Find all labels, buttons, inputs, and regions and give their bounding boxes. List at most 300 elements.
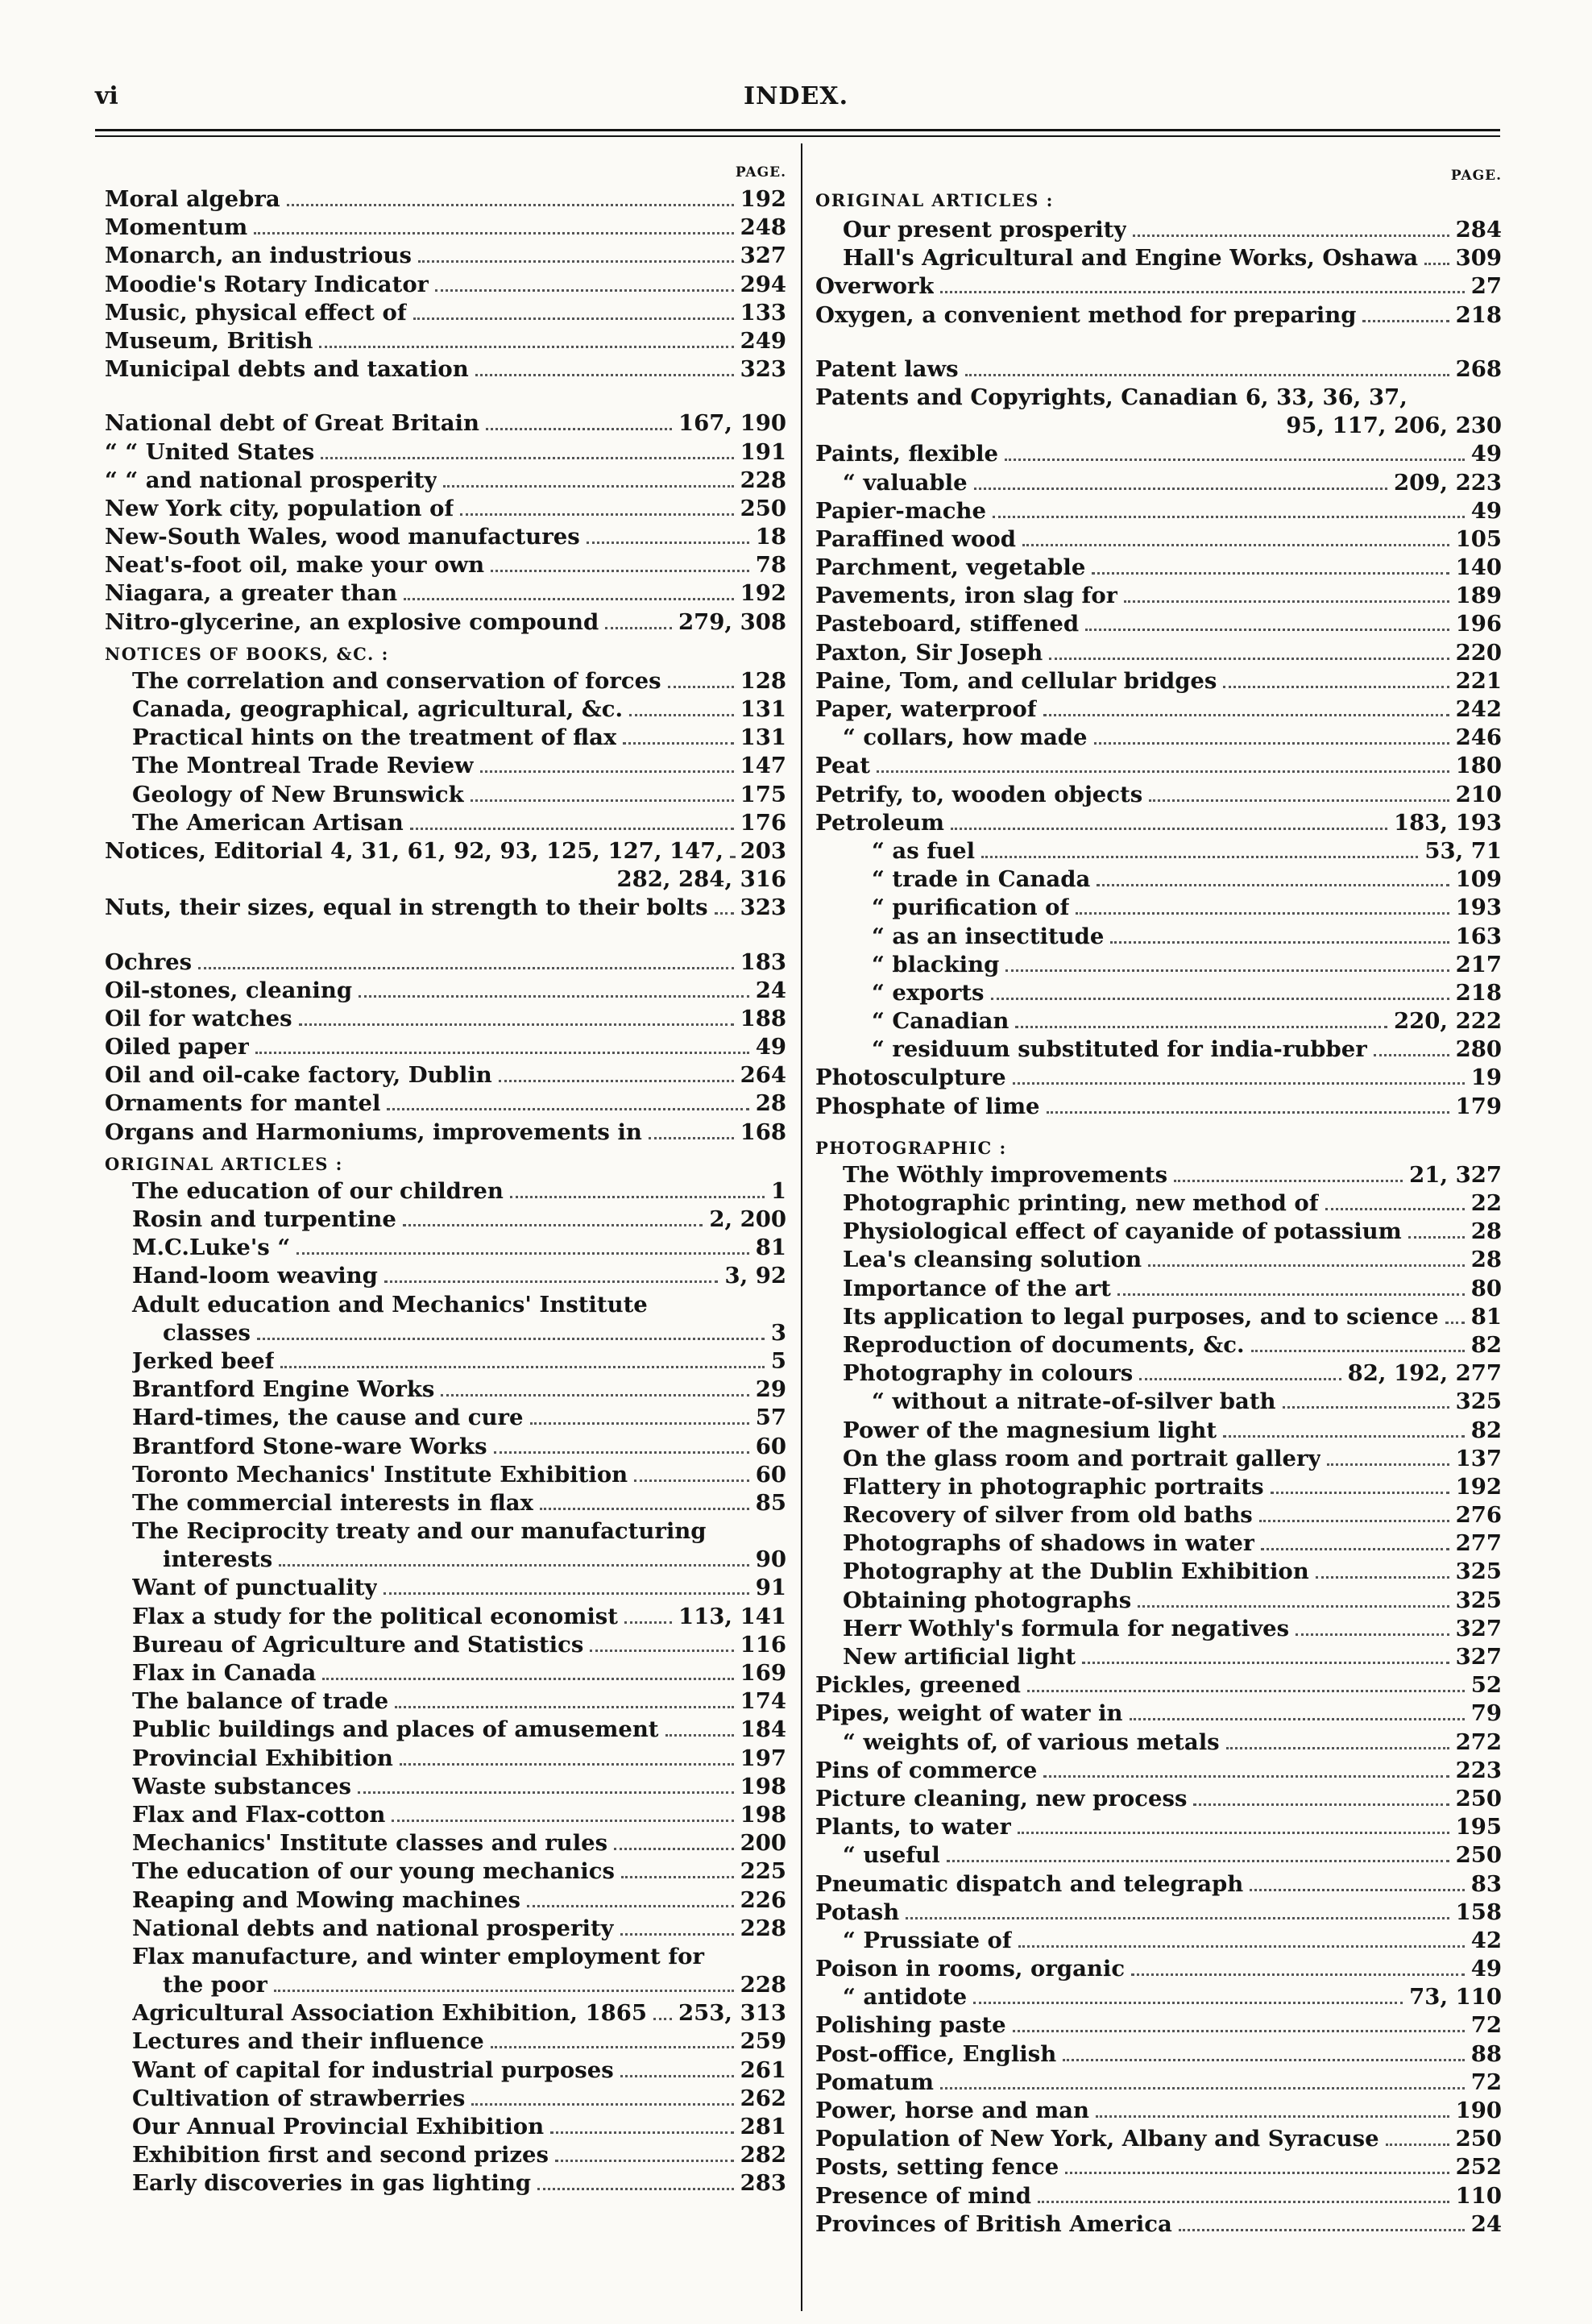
- dot-leader: [413, 317, 734, 320]
- dot-leader: [480, 770, 734, 773]
- entry-page: 147: [740, 753, 786, 779]
- entry-text: “ as fuel: [872, 837, 976, 864]
- spacer: [815, 330, 1502, 355]
- index-entry: [815, 2097, 1502, 2125]
- entry-text: The Wöthly improvements: [843, 1161, 1168, 1188]
- dot-leader: [1130, 1718, 1465, 1720]
- index-entry: [105, 752, 786, 780]
- index-entry: [815, 837, 1502, 865]
- dot-leader: [1271, 1492, 1449, 1494]
- entry-page: 283: [740, 2170, 786, 2197]
- entry-text: “ Prussiate of: [843, 1927, 1012, 1953]
- dot-leader: [1049, 658, 1449, 660]
- dot-leader: [1018, 1832, 1449, 1834]
- dot-leader: [940, 291, 1464, 293]
- entry-text: Agricultural Association Exhibition, 1865: [132, 2000, 648, 2027]
- entry-page: 272: [1455, 1728, 1502, 1755]
- dot-leader: [1082, 1662, 1449, 1664]
- dot-leader: [358, 1791, 734, 1794]
- entry-page: 91: [755, 1575, 786, 1601]
- entry-text: Flax in Canada: [132, 1660, 317, 1686]
- index-entry: [815, 1983, 1502, 2011]
- entry-page: 3, 92: [724, 1263, 786, 1289]
- dot-leader: [965, 374, 1449, 376]
- entry-page: 131: [740, 696, 786, 722]
- dot-leader: [540, 1508, 749, 1510]
- dot-leader: [1022, 544, 1449, 546]
- entry-text: Importance of the art: [843, 1275, 1111, 1301]
- entry-page: 280: [1455, 1036, 1502, 1063]
- entry-text: Plants, to water: [815, 1814, 1012, 1841]
- index-entry: [815, 752, 1502, 780]
- entry-text: Photosculpture: [815, 1064, 1006, 1091]
- index-entry: [105, 2056, 786, 2085]
- index-entry: [815, 1699, 1502, 1728]
- dot-leader: [1094, 742, 1449, 745]
- entry-page: 22: [1470, 1190, 1502, 1216]
- entry-page: 1: [770, 1177, 786, 1204]
- entry-text: Reaping and Mowing machines: [132, 1886, 521, 1913]
- index-entry: [815, 951, 1502, 979]
- index-entry: [815, 1927, 1502, 1955]
- index-entry: [815, 525, 1502, 554]
- dot-leader: [392, 1820, 733, 1822]
- entry-text: “ exports: [872, 979, 985, 1006]
- entry-text: Its application to legal purposes, and to science: [843, 1303, 1439, 1330]
- entry-page: 191: [740, 438, 786, 465]
- dot-leader: [1063, 2059, 1465, 2061]
- entry-text: Rosin and turpentine: [132, 1206, 396, 1232]
- index-entry: [105, 1177, 786, 1206]
- entry-page: 131: [740, 724, 786, 751]
- entry-first-line: Adult education and Mechanics' Institute: [132, 1291, 648, 1318]
- index-entry: [105, 1319, 786, 1347]
- dot-leader: [614, 1848, 733, 1850]
- entry-page: 82, 192, 277: [1347, 1360, 1502, 1387]
- index-entry: [105, 579, 786, 608]
- entry-page: 81: [1470, 1303, 1502, 1330]
- dot-leader: [1223, 1435, 1465, 1438]
- dot-leader: [1047, 1111, 1449, 1114]
- entry-page: 193: [1455, 894, 1502, 921]
- index-entry: [105, 1033, 786, 1061]
- entry-continuation: 282, 284, 316: [616, 866, 786, 893]
- entry-text: Recovery of silver from old baths: [843, 1502, 1253, 1529]
- index-entry: [105, 495, 786, 523]
- index-entry: [815, 1445, 1502, 1473]
- entry-first-line: The Reciprocity treaty and our manufacturing: [132, 1518, 707, 1545]
- dot-leader: [395, 1706, 733, 1708]
- column-divider: [801, 143, 802, 2311]
- entry-page: 52: [1470, 1672, 1502, 1699]
- dot-leader: [730, 856, 734, 858]
- dot-leader: [287, 204, 734, 206]
- dot-leader: [1043, 714, 1449, 716]
- entry-text: classes: [163, 1319, 251, 1346]
- dot-leader: [1148, 1264, 1465, 1267]
- dot-leader: [906, 1917, 1449, 1919]
- dot-leader: [1250, 1889, 1464, 1891]
- index-entry: [105, 1089, 786, 1118]
- entry-text: Moral algebra: [105, 186, 280, 212]
- index-entry: [105, 948, 786, 977]
- index-entry: [105, 1433, 786, 1461]
- index-entry: [105, 1773, 786, 1801]
- entry-page: 158: [1455, 1899, 1502, 1925]
- page-column-label: PAGE.: [1450, 168, 1502, 184]
- entry-text: Paints, flexible: [815, 441, 999, 467]
- entry-text: Polishing paste: [815, 2012, 1006, 2039]
- entry-page: 327: [1455, 1615, 1502, 1641]
- entry-page: 228: [740, 467, 786, 493]
- entry-page: 78: [755, 552, 786, 579]
- entry-text: Bureau of Agriculture and Statistics: [132, 1631, 584, 1658]
- dot-leader: [257, 1338, 765, 1340]
- entry-page: 323: [740, 356, 786, 383]
- index-entry: [105, 327, 786, 355]
- entry-page: 277: [1455, 1530, 1502, 1557]
- entry-text: On the glass room and portrait gallery: [843, 1445, 1321, 1471]
- entry-text: Paraffined wood: [815, 525, 1016, 552]
- dot-leader: [1043, 1775, 1449, 1778]
- entry-page: 28: [755, 1090, 786, 1117]
- dot-leader: [280, 1366, 764, 1368]
- entry-text: “ “ United States: [105, 438, 315, 465]
- index-entry: [105, 608, 786, 637]
- dot-leader: [321, 457, 733, 459]
- entry-page: 250: [1455, 2126, 1502, 2152]
- dot-leader: [1076, 912, 1449, 915]
- dot-leader: [491, 570, 749, 572]
- index-entry: [105, 1546, 786, 1574]
- entry-page: 282: [740, 2142, 786, 2168]
- entry-first-line: Patents and Copyrights, Canadian 6, 33, 36, 37,: [815, 384, 1408, 410]
- entry-page: 88: [1470, 2040, 1502, 2067]
- entry-page: 218: [1455, 979, 1502, 1006]
- entry-text: Photography at the Dublin Exhibition: [843, 1558, 1309, 1585]
- entry-page: 294: [740, 271, 786, 297]
- index-entry: [105, 809, 786, 837]
- entry-page: 133: [740, 299, 786, 326]
- dot-leader: [537, 2188, 734, 2190]
- index-entry: [815, 1035, 1502, 1064]
- index-entry: [105, 214, 786, 242]
- entry-page: 176: [740, 809, 786, 836]
- dot-leader: [1174, 1180, 1403, 1182]
- entry-page: 284: [1455, 217, 1502, 243]
- dot-leader: [1139, 1378, 1341, 1380]
- entry-text: New artificial light: [843, 1644, 1076, 1670]
- index-entry: [105, 2169, 786, 2197]
- index-entry: [815, 582, 1502, 610]
- dot-leader: [1386, 2143, 1449, 2146]
- index-entry: [105, 409, 786, 438]
- index-entry: [105, 781, 786, 809]
- entry-page: 248: [740, 214, 786, 241]
- section-heading-original-articles: ORIGINAL ARTICLES :: [815, 190, 1054, 210]
- dot-leader: [527, 1905, 734, 1907]
- entry-text: Physiological effect of cayanide of potassium: [843, 1218, 1402, 1245]
- entry-text: Monarch, an industrious: [105, 243, 412, 269]
- entry-page: 57: [755, 1405, 786, 1431]
- index-entry: [815, 724, 1502, 752]
- dot-leader: [274, 1990, 733, 1992]
- entry-page: 2, 200: [709, 1206, 786, 1232]
- index-entry: [815, 1813, 1502, 1841]
- entry-page: 184: [740, 1716, 786, 1743]
- dot-leader: [653, 2018, 672, 2020]
- entry-text: Early discoveries in gas lighting: [132, 2170, 532, 2197]
- index-entry: [815, 1303, 1502, 1331]
- entry-page: 83: [1470, 1870, 1502, 1897]
- entry-page: 225: [740, 1858, 786, 1885]
- page-title: INDEX.: [743, 82, 849, 110]
- index-entry: [815, 1955, 1502, 1983]
- index-entry: [815, 1218, 1502, 1246]
- index-entry: [815, 301, 1502, 330]
- entry-page: 262: [740, 2085, 786, 2111]
- entries-o: [815, 272, 1502, 329]
- dot-leader: [1296, 1633, 1449, 1636]
- entry-text: Peat: [815, 753, 870, 779]
- entries-articles-b: [105, 1347, 786, 1517]
- dot-leader: [1013, 1082, 1465, 1085]
- index-entry: [105, 1687, 786, 1716]
- dot-leader: [1149, 799, 1449, 802]
- dot-leader: [299, 1023, 734, 1026]
- entry-text: Ornaments for mantel: [105, 1090, 381, 1117]
- entry-page: 60: [755, 1433, 786, 1459]
- index-entry: [105, 2027, 786, 2056]
- spacer: [105, 384, 786, 409]
- entry-page: 226: [740, 1886, 786, 1913]
- dot-leader: [973, 2002, 1403, 2004]
- index-entry: [105, 2141, 786, 2169]
- entry-page: 163: [1455, 923, 1502, 949]
- page-number: vi: [95, 82, 118, 110]
- entry-page: 179: [1455, 1093, 1502, 1119]
- entry-text: Paxton, Sir Joseph: [815, 639, 1043, 666]
- dot-leader: [383, 1592, 748, 1595]
- dot-leader: [1117, 1293, 1465, 1296]
- dot-leader: [387, 1108, 748, 1110]
- dot-leader: [1259, 1520, 1449, 1522]
- entry-text: Pipes, weight of water in: [815, 1700, 1123, 1727]
- entry-page: 183: [740, 948, 786, 975]
- index-entry: [105, 551, 786, 579]
- entry-page: 217: [1455, 951, 1502, 977]
- entry-page: 140: [1455, 554, 1502, 581]
- entry-page: 109: [1455, 866, 1502, 893]
- dot-leader: [510, 1196, 765, 1198]
- entry-text: Overwork: [815, 273, 935, 300]
- entry-text: “ residuum substituted for india-rubber: [872, 1036, 1367, 1063]
- entry-page: 169: [740, 1660, 786, 1686]
- entry-text: Provincial Exhibition: [132, 1745, 393, 1771]
- right-column: [815, 163, 1502, 2239]
- entry-text: Want of punctuality: [132, 1575, 378, 1601]
- entry-text: Momentum: [105, 214, 248, 241]
- dot-leader: [1110, 941, 1449, 944]
- dot-leader: [1027, 1690, 1465, 1692]
- entry-text: National debt of Great Britain: [105, 410, 479, 437]
- dot-leader: [940, 2087, 1465, 2090]
- entry-page: 195: [1455, 1814, 1502, 1841]
- dot-leader: [1133, 234, 1449, 237]
- dot-leader: [621, 1876, 734, 1878]
- index-entry: [815, 355, 1502, 384]
- entry-text: The education of our children: [132, 1177, 504, 1204]
- index-entry: [105, 355, 786, 384]
- dot-leader: [1131, 1973, 1465, 1976]
- entry-page: 209, 223: [1394, 469, 1502, 496]
- index-entry: [105, 1489, 786, 1517]
- entry-text: Patent laws: [815, 355, 959, 382]
- entry-page: 24: [1470, 2210, 1502, 2237]
- dot-leader: [1005, 969, 1449, 972]
- entry-text: Toronto Mechanics' Institute Exhibition: [132, 1461, 628, 1488]
- entry-text: Canada, geographical, agricultural, &c.: [132, 696, 624, 722]
- entry-text: Hall's Agricultural and Engine Works, Oshawa: [843, 245, 1419, 272]
- entry-text: Flattery in photographic portraits: [843, 1473, 1264, 1500]
- index-entry: [105, 667, 786, 695]
- index-entry: [105, 1801, 786, 1829]
- entry-page: 60: [755, 1461, 786, 1488]
- index-entry: [815, 469, 1502, 497]
- entry-text: “ weights of, of various metals: [843, 1728, 1220, 1755]
- entry-text: Picture cleaning, new process: [815, 1785, 1188, 1811]
- entry-text: Cultivation of strawberries: [132, 2085, 466, 2111]
- dot-leader: [1085, 629, 1449, 631]
- entry-page: 276: [1455, 1502, 1502, 1529]
- entry-page: 49: [1470, 441, 1502, 467]
- entries-articles: [815, 216, 1502, 272]
- entry-page: 279, 308: [678, 608, 786, 635]
- entry-text: The education of our young mechanics: [132, 1858, 615, 1885]
- index-entry: [815, 1529, 1502, 1558]
- entry-page: 325: [1455, 1558, 1502, 1585]
- entry-page: 192: [740, 186, 786, 212]
- entry-page: 3: [770, 1319, 786, 1346]
- dot-leader: [296, 1252, 749, 1255]
- index-entry: [815, 1189, 1502, 1218]
- entry-text: Photographs of shadows in water: [843, 1530, 1255, 1557]
- entry-text: Phosphate of lime: [815, 1093, 1040, 1119]
- index-entry: [105, 2085, 786, 2113]
- index-entry: [815, 639, 1502, 667]
- entry-text: The correlation and conservation of forces: [132, 667, 661, 694]
- index-entry: [815, 1757, 1502, 1785]
- index-entry: [105, 523, 786, 551]
- dot-leader: [1096, 2115, 1449, 2118]
- entries-articles-a: [105, 1177, 786, 1291]
- index-entry: [105, 1347, 786, 1376]
- index-entry: [105, 299, 786, 327]
- entry-text: Notices, Editorial 4, 31, 61, 92, 93, 125, 127, 147,: [105, 837, 723, 864]
- entry-text: Waste substances: [132, 1773, 351, 1799]
- dot-leader: [1015, 1026, 1387, 1028]
- entry-page: 218: [1455, 301, 1502, 328]
- index-entry: [815, 1728, 1502, 1757]
- index-entry: [815, 1093, 1502, 1121]
- dot-leader: [471, 799, 734, 802]
- dot-leader: [1138, 1605, 1449, 1608]
- entries-photographic: [815, 1161, 1502, 1671]
- index-entry: [105, 1376, 786, 1404]
- index-entry: [105, 242, 786, 270]
- entry-page: 105: [1455, 525, 1502, 552]
- entry-page: 21, 327: [1409, 1161, 1502, 1188]
- header-rule-thin: [95, 135, 1500, 137]
- index-entry: [815, 923, 1502, 951]
- entry-text: Paper, waterproof: [815, 696, 1037, 722]
- entry-continuation: 95, 117, 206, 230: [1286, 413, 1502, 439]
- entry-page: 220: [1455, 639, 1502, 666]
- entry-text: Pavements, iron slag for: [815, 583, 1118, 609]
- entry-page: 79: [1470, 1700, 1502, 1727]
- entry-page: 113, 141: [678, 1603, 786, 1629]
- dot-leader: [1124, 600, 1449, 603]
- dot-leader: [993, 516, 1465, 518]
- index-entry: [815, 1558, 1502, 1586]
- dot-leader: [471, 2103, 733, 2106]
- entry-text: Hard-times, the cause and cure: [132, 1405, 524, 1431]
- index-entry: [815, 1359, 1502, 1388]
- index-entry: [105, 1206, 786, 1234]
- dot-leader: [877, 770, 1449, 773]
- entry-page: 175: [740, 781, 786, 807]
- entry-text: Papier-mache: [815, 497, 986, 524]
- index-entry: [105, 1631, 786, 1659]
- dot-leader: [435, 289, 733, 292]
- index-entry: [815, 1841, 1502, 1870]
- dot-leader: [947, 1860, 1449, 1862]
- index-entry: [815, 272, 1502, 301]
- index-entry: [815, 667, 1502, 695]
- dot-leader: [475, 374, 734, 376]
- dot-leader: [715, 912, 734, 915]
- entry-text: Museum, British: [105, 327, 313, 354]
- dot-leader: [1251, 1350, 1465, 1352]
- entry-text: Parchment, vegetable: [815, 554, 1086, 581]
- entry-page: 309: [1455, 245, 1502, 272]
- entry-page: 210: [1455, 781, 1502, 807]
- index-entry: [105, 467, 786, 495]
- entry-text: Public buildings and places of amusement: [132, 1716, 659, 1743]
- index-entry: [105, 1234, 786, 1262]
- entry-text: “ purification of: [872, 894, 1070, 921]
- entry-page: 42: [1470, 1927, 1502, 1953]
- entry-page: 192: [1455, 1473, 1502, 1500]
- dot-leader: [620, 1933, 734, 1936]
- index-entry: [815, 809, 1502, 837]
- entry-text: Power of the magnesium light: [843, 1417, 1217, 1443]
- index-entry: [815, 1587, 1502, 1615]
- entry-page: 174: [740, 1688, 786, 1715]
- entry-page: 203: [740, 837, 786, 864]
- index-entry: [815, 695, 1502, 724]
- entry-text: Nitro-glycerine, an explosive compound: [105, 608, 599, 635]
- dot-leader: [550, 2131, 734, 2134]
- entry-page: 90: [755, 1546, 786, 1573]
- dot-leader: [1445, 1322, 1465, 1324]
- entry-page: 24: [755, 977, 786, 1003]
- dot-leader: [1092, 572, 1449, 575]
- entry-page: 188: [740, 1005, 786, 1031]
- index-entry: [815, 894, 1502, 922]
- entry-page: 327: [1455, 1644, 1502, 1670]
- dot-leader: [1065, 2172, 1449, 2174]
